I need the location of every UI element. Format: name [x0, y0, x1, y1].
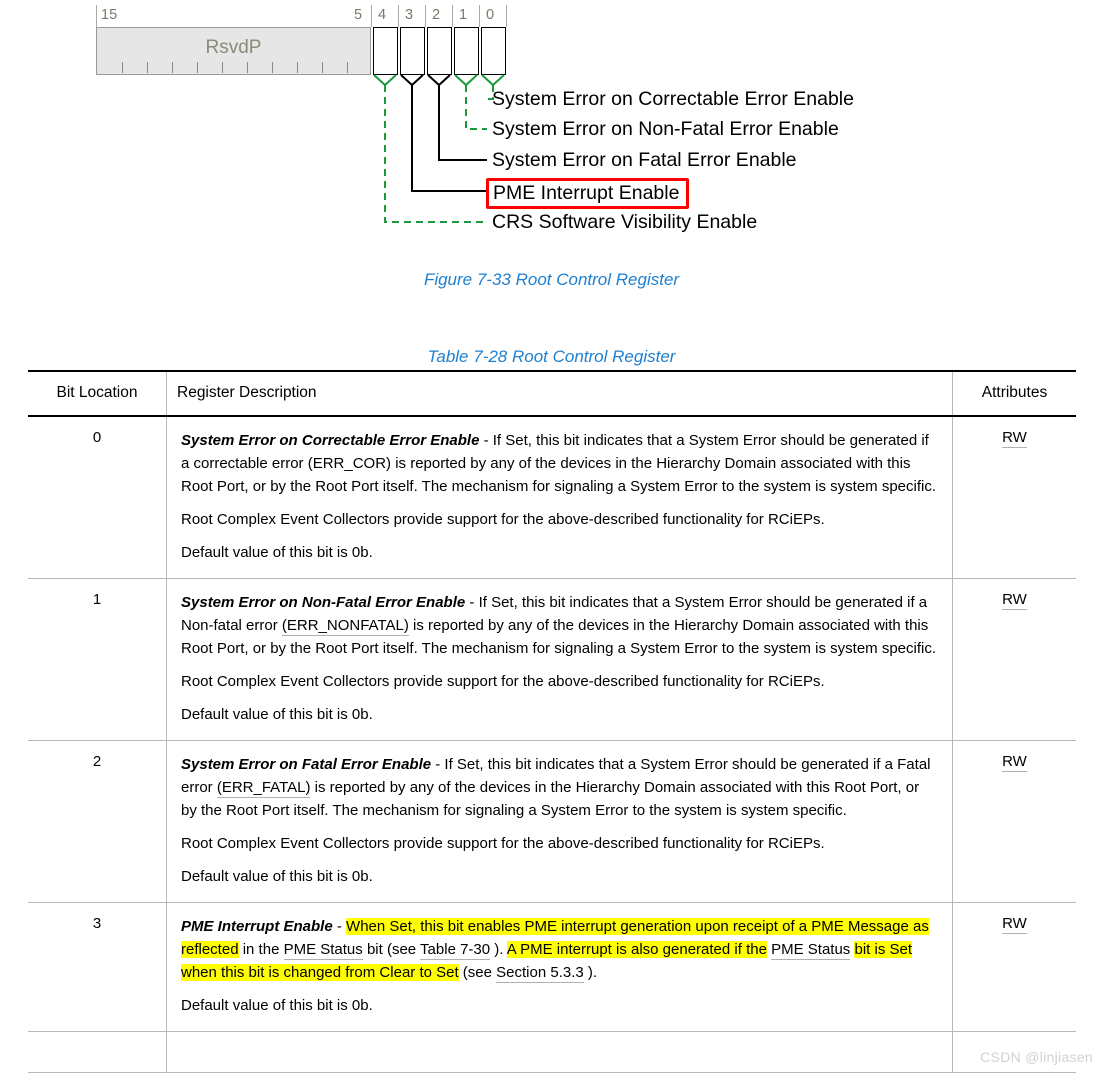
- figure-caption: Figure 7-33 Root Control Register: [423, 270, 680, 289]
- cell-attributes: [953, 416, 1077, 579]
- callout-bit2: System Error on Fatal Error Enable: [492, 149, 797, 171]
- cell-bit-location: 0: [28, 416, 167, 579]
- desc-body-pre: - If Set, this bit indicates that a System Error should be generated if a Fatal error: [181, 756, 931, 796]
- callout-bit1: System Error on Non-Fatal Error Enable: [492, 118, 839, 140]
- cell-bit-location: [28, 1032, 167, 1073]
- err-fatal-link[interactable]: (ERR_FATAL): [216, 779, 311, 796]
- desc-paragraph: [181, 915, 938, 984]
- bit-label-2: 2: [432, 7, 441, 23]
- desc-body-post: is reported by any of the devices in the Hierarchy Domain associated with this Root Port, or by the Root Port itself. The mechanism for signaling a System Error to the system is system specific.: [181, 779, 920, 819]
- bit-cell-2: [427, 27, 452, 75]
- section-5-3-3-link[interactable]: Section 5.3.3: [496, 964, 584, 981]
- desc-mid: in the: [238, 941, 284, 958]
- bit-label-15: 15: [101, 7, 118, 23]
- desc-paragraph: Default value of this bit is 0b.: [181, 868, 373, 885]
- desc-body-post: is reported by any of the devices in the Hierarchy Domain associated with this Root Port, or by the Root Port itself. The mechanism for signaling a System Error to the system is system specific.: [181, 617, 937, 657]
- desc-paragraph: Root Complex Event Collectors provide support for the above-described functionality for RCiEPs.: [181, 511, 825, 528]
- bit-label-0: 0: [486, 7, 495, 23]
- desc-paragraph: [181, 591, 938, 660]
- cell-register-description: [167, 1032, 953, 1073]
- desc-paragraph: Root Complex Event Collectors provide support for the above-described functionality for RCiEPs.: [181, 673, 825, 690]
- bit-cell-0: [481, 27, 506, 75]
- callout-bit0: System Error on Correctable Error Enable: [492, 88, 854, 110]
- table-row: [28, 579, 1076, 741]
- highlighted-text: When Set, this bit enables PME interrupt generation upon receipt of a PME Message as reflected: [181, 918, 929, 958]
- desc-paragraph: Root Complex Event Collectors provide support for the above-described functionality for RCiEPs.: [181, 835, 825, 852]
- bit-cell-3: [400, 27, 425, 75]
- pme-status-link[interactable]: PME Status: [283, 941, 363, 958]
- cell-bit-location: 1: [28, 579, 167, 741]
- register-description-table: [28, 370, 1076, 1073]
- table-7-30-link[interactable]: Table 7-30: [420, 941, 491, 958]
- attribute-value[interactable]: RW: [1002, 591, 1027, 608]
- bit-label-3: 3: [405, 7, 414, 23]
- field-title: System Error on Fatal Error Enable: [181, 756, 432, 773]
- register-figure: [0, 0, 1103, 300]
- attribute-value[interactable]: RW: [1002, 429, 1027, 446]
- attribute-value[interactable]: RW: [1002, 915, 1027, 932]
- rsvdp-field: [96, 27, 371, 75]
- leader-bit1: [466, 85, 487, 129]
- cell-register-description: [167, 416, 953, 579]
- cell-register-description: [167, 903, 953, 1032]
- leader-bit4: [385, 85, 487, 222]
- table-header-row: [28, 371, 1076, 416]
- bit-label-4: 4: [378, 7, 387, 23]
- bit-label-1: 1: [459, 7, 468, 23]
- callout-bit3-highlighted: PME Interrupt Enable: [486, 178, 689, 209]
- register-field-boxes: [96, 27, 508, 77]
- cell-attributes: [953, 741, 1077, 903]
- table-row-partial: [28, 1032, 1076, 1073]
- bit-label-5: 5: [354, 7, 363, 23]
- header-attributes: Attributes: [953, 371, 1077, 416]
- bit-field-diagram: [96, 5, 508, 77]
- header-register-description: Register Description: [167, 371, 953, 416]
- table-row: [28, 741, 1076, 903]
- desc-paragraph: Default value of this bit is 0b.: [181, 706, 373, 723]
- desc-body: - If Set, this bit indicates that a System Error should be generated if a correctable error (ERR_COR) is reported by any of the devices in the Hierarchy Domain associated with this Root Port, or by the Root Port itself. The mechanism for signaling a System Error to the system is system specific.: [181, 432, 937, 495]
- desc-mid: (see: [458, 964, 497, 981]
- bit-cell-1: [454, 27, 479, 75]
- cell-register-description: [167, 741, 953, 903]
- desc-mid: ).: [490, 941, 507, 958]
- desc-dash: -: [332, 918, 347, 935]
- cell-bit-location: 2: [28, 741, 167, 903]
- bit-number-ruler: [96, 5, 508, 27]
- watermark: CSDN @linjiasen: [980, 1049, 1093, 1065]
- cell-attributes: [953, 579, 1077, 741]
- bit-cell-4: [373, 27, 398, 75]
- desc-mid: ).: [583, 964, 598, 981]
- pme-status-link[interactable]: PME Status: [771, 941, 851, 958]
- table-row: [28, 903, 1076, 1032]
- highlighted-text: bit is Set when this bit is changed from Clear to Set: [181, 941, 913, 981]
- cell-attributes: [953, 903, 1077, 1032]
- desc-paragraph: [181, 753, 938, 822]
- desc-mid: bit (see: [362, 941, 421, 958]
- leader-bit3: [412, 85, 489, 191]
- field-title: System Error on Correctable Error Enable: [181, 432, 480, 449]
- header-bit-location: Bit Location: [28, 371, 167, 416]
- desc-paragraph: [181, 429, 938, 498]
- err-nonfatal-link[interactable]: (ERR_NONFATAL): [281, 617, 409, 634]
- highlighted-text: A PME interrupt is also generated if the: [506, 941, 767, 958]
- desc-body-pre: - If Set, this bit indicates that a System Error should be generated if a Non-fatal error: [181, 594, 928, 634]
- cell-bit-location: 3: [28, 903, 167, 1032]
- desc-paragraph: Default value of this bit is 0b.: [181, 544, 373, 561]
- attribute-value[interactable]: RW: [1002, 753, 1027, 770]
- desc-paragraph: Default value of this bit is 0b.: [181, 997, 373, 1014]
- leader-bit2: [439, 85, 487, 160]
- field-title: System Error on Non-Fatal Error Enable: [181, 594, 466, 611]
- table-caption: Table 7-28 Root Control Register: [427, 347, 676, 366]
- cell-register-description: [167, 579, 953, 741]
- callout-bit4: CRS Software Visibility Enable: [492, 211, 758, 233]
- rsvdp-label: RsvdP: [205, 37, 262, 58]
- table-row: [28, 416, 1076, 579]
- field-title: PME Interrupt Enable: [181, 918, 333, 935]
